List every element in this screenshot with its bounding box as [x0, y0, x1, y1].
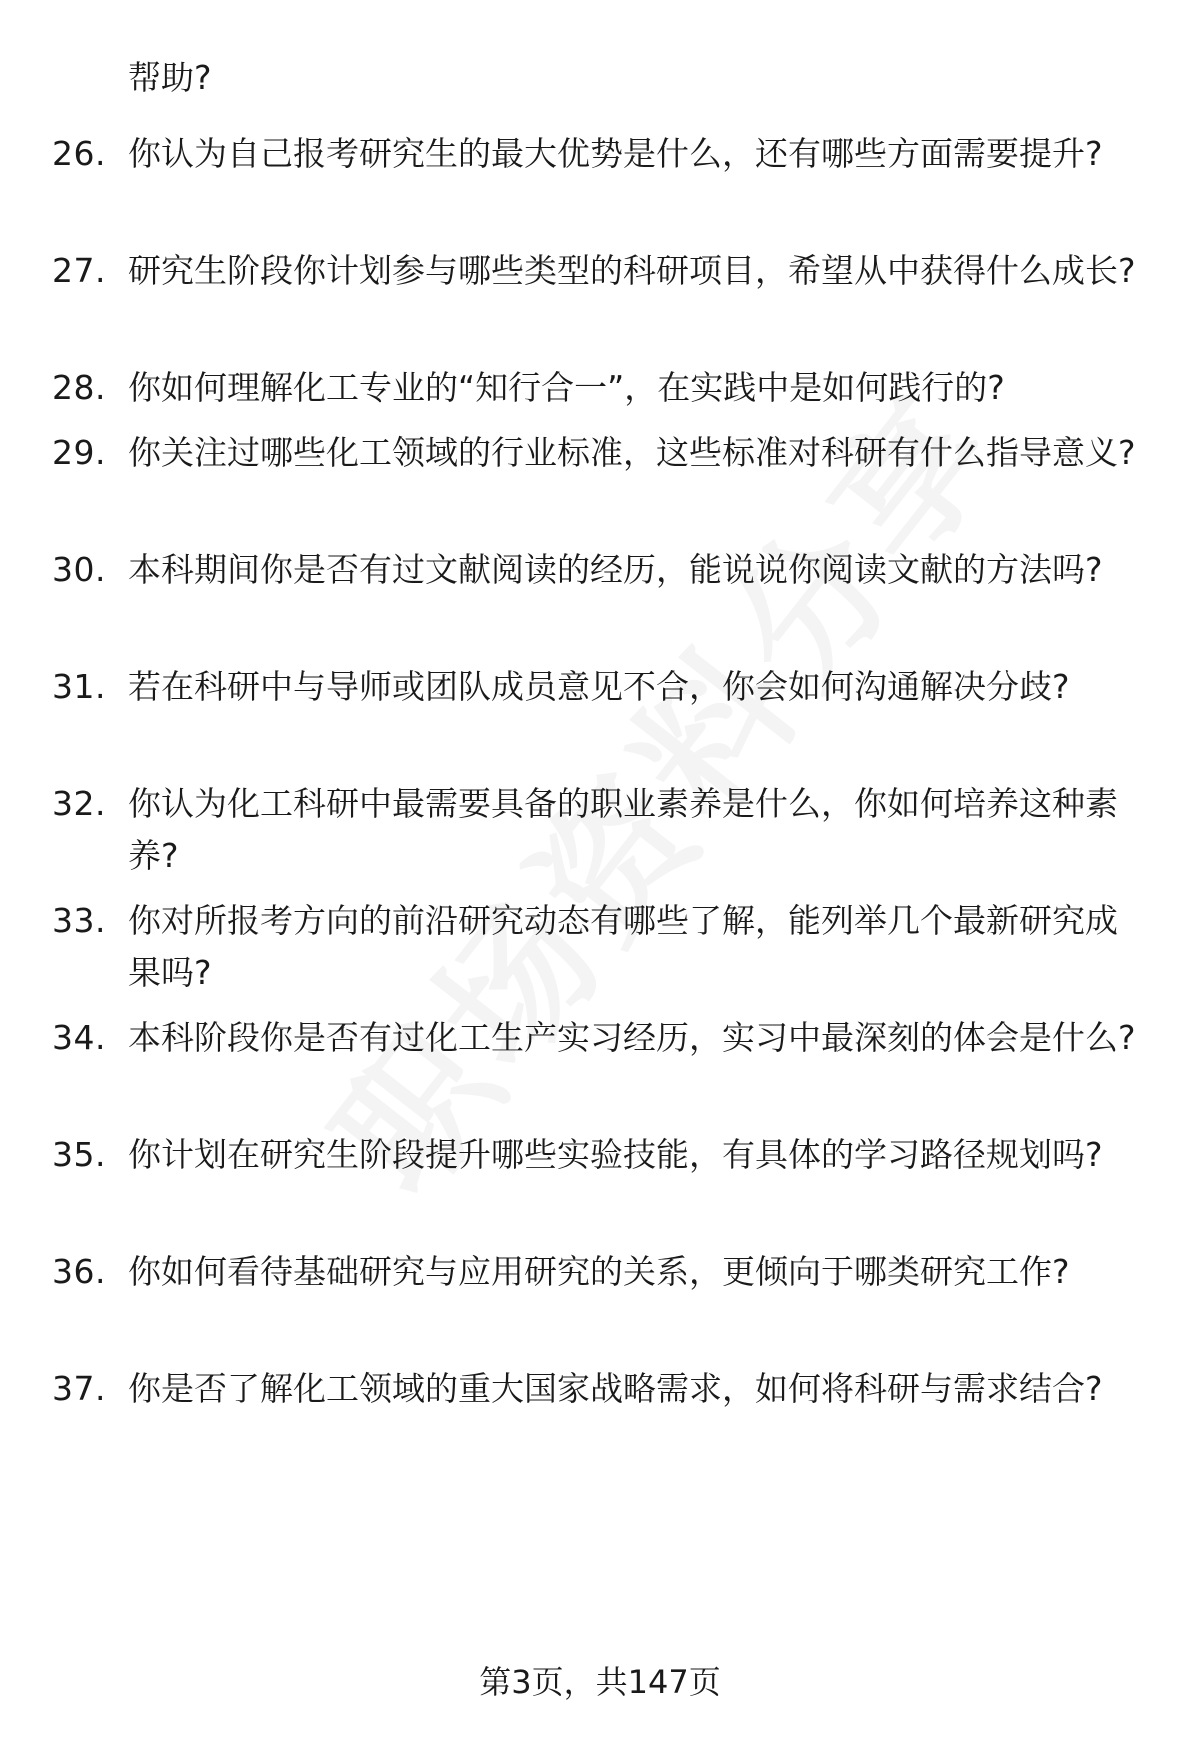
question-text: 你关注过哪些化工领域的行业标准，这些标准对科研有什么指导意义? [128, 433, 1136, 472]
question-text: 你如何理解化工专业的“知行合一”，在实践中是如何践行的? [128, 368, 1005, 407]
question-text: 你是否了解化工领域的重大国家战略需求，如何将科研与需求结合? [128, 1369, 1103, 1408]
question-text: 本科期间你是否有过文献阅读的经历，能说说你阅读文献的方法吗? [128, 550, 1103, 589]
question-number: 37. [52, 1369, 106, 1408]
question-item [52, 1363, 1142, 1415]
question-item [52, 245, 1142, 297]
question-item [52, 1129, 1142, 1181]
question-number: 33. [52, 901, 106, 940]
question-item [52, 128, 1142, 180]
question-text: 本科阶段你是否有过化工生产实习经历，实习中最深刻的体会是什么? [128, 1018, 1136, 1057]
question-item [52, 362, 1142, 414]
question-item [52, 544, 1142, 596]
question-text: 你认为自己报考研究生的最大优势是什么，还有哪些方面需要提升? [128, 134, 1103, 173]
question-number: 34. [52, 1018, 106, 1057]
question-item [52, 895, 1142, 999]
question-item [52, 427, 1142, 479]
question-text: 你如何看待基础研究与应用研究的关系，更倾向于哪类研究工作? [128, 1252, 1070, 1291]
question-number: 32. [52, 784, 106, 823]
question-number: 30. [52, 550, 106, 589]
page-footer: 第3页，共147页 [479, 1663, 721, 1701]
question-text: 你认为化工科研中最需要具备的职业素养是什么，你如何培养这种素养? [128, 784, 1118, 875]
question-number: 35. [52, 1135, 106, 1174]
question-number: 29. [52, 433, 106, 472]
question-text: 若在科研中与导师或团队成员意见不合，你会如何沟通解决分歧? [128, 667, 1070, 706]
question-number: 28. [52, 368, 106, 407]
question-text: 你对所报考方向的前沿研究动态有哪些了解，能列举几个最新研究成果吗? [128, 901, 1118, 992]
question-text: 你计划在研究生阶段提升哪些实验技能，有具体的学习路径规划吗? [128, 1135, 1103, 1174]
question-number: 31. [52, 667, 106, 706]
question-item [52, 1012, 1142, 1064]
question-number: 36. [52, 1252, 106, 1291]
question-item [52, 661, 1142, 713]
question-number: 26. [52, 134, 106, 173]
question-item [52, 778, 1142, 882]
question-number: 27. [52, 251, 106, 290]
continued-question-text: 帮助? [128, 58, 212, 97]
question-text: 研究生阶段你计划参与哪些类型的科研项目，希望从中获得什么成长? [128, 251, 1136, 290]
question-item [52, 1246, 1142, 1298]
